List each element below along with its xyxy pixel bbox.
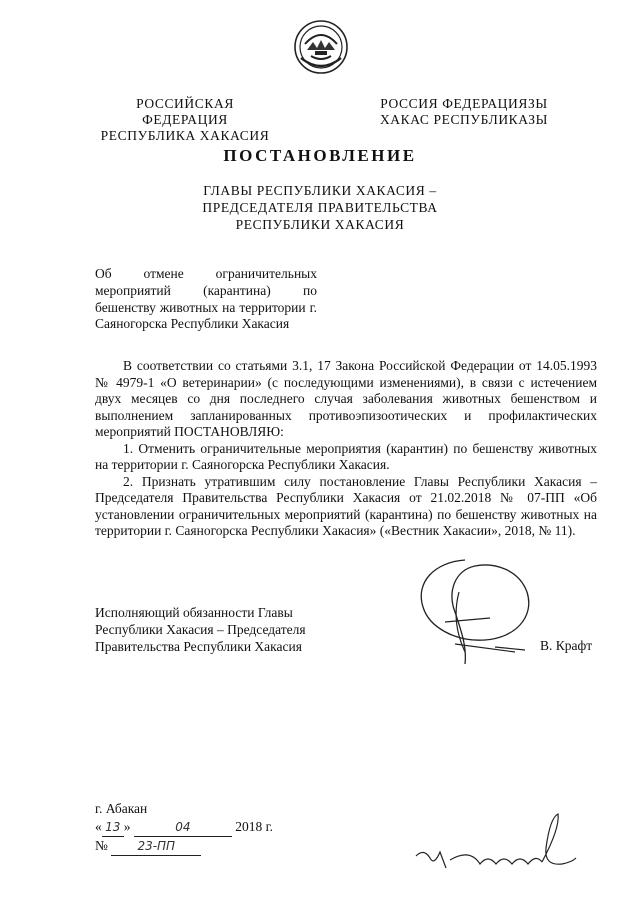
signatory-line2: Республики Хакасия – Председателя — [95, 622, 306, 637]
handwritten-signature — [395, 552, 555, 672]
date-month: 04 — [134, 818, 232, 837]
subtitle-line1: ГЛАВЫ РЕСПУБЛИКИ ХАКАСИЯ – — [203, 183, 437, 198]
date-day: 13 — [102, 818, 124, 837]
footer-date — [95, 818, 315, 837]
document-subject: Об отмене ограничительных мероприятий (карантина) по бешенству животных на территории г. Саяногорска Республики Хакасия — [95, 266, 317, 332]
document-body — [95, 358, 597, 540]
date-quote-close: » — [123, 819, 131, 834]
body-paragraph-3: 2. Признать утратившим силу постановление Главы Республики Хакасия – Председателя Правительства Республики Хакасия от 21.02.2018 № 07-ПП «Об установлении ограничительных мероприятий (карантина) по бешенству животных на территории г. Саяногорска Республики Хакасия» («Вестник Хакасии», 2018, № 11). — [95, 473, 597, 538]
document-subtitle — [0, 182, 640, 233]
body-paragraph-1: В соответствии со статьями 3.1, 17 Закона Российской Федерации от 14.05.1993 № 4979-1 «О ветеринарии» (с последующими изменениями), в связи с истечением двух месяцев со дня последнего случая заболевания животных бешенством и выполнением запланированных противоэпизоотических и профилактических мероприятий ПОСТАНОВЛЯЮ: — [95, 358, 597, 439]
signatory-position — [95, 604, 355, 655]
header-left-line1: РОССИЙСКАЯ ФЕДЕРАЦИЯ — [136, 96, 234, 127]
footer-number — [95, 837, 315, 856]
number-prefix: № — [95, 838, 108, 853]
date-quote-open: « — [95, 819, 102, 834]
body-paragraph-2: 1. Отменить ограничительные мероприятия (карантин) по бешенству животных на территории г. Саяногорска Республики Хакасия. — [95, 440, 597, 472]
document-footer — [95, 800, 315, 856]
subtitle-line3: РЕСПУБЛИКИ ХАКАСИЯ — [235, 217, 405, 232]
number-value: 23-ПП — [111, 837, 201, 856]
header-right — [378, 96, 550, 128]
header-left — [95, 96, 275, 144]
header-left-line2: РЕСПУБЛИКА ХАКАСИЯ — [100, 128, 270, 143]
document-title: ПОСТАНОВЛЕНИЕ — [223, 146, 417, 165]
header-right-line2: ХАКАС РЕСПУБЛИКАЗЫ — [379, 112, 549, 127]
handwritten-initials — [410, 808, 580, 878]
signatory-line3: Правительства Республики Хакасия — [95, 639, 302, 654]
footer-city: г. Абакан — [95, 801, 148, 816]
signatory-name: В. Крафт — [540, 638, 593, 653]
header-right-line1: РОССИЯ ФЕДЕРАЦИЯЗЫ — [380, 96, 548, 111]
subtitle-line2: ПРЕДСЕДАТЕЛЯ ПРАВИТЕЛЬСТВА — [202, 200, 438, 215]
signatory-line1: Исполняющий обязанности Главы — [95, 605, 293, 620]
coat-of-arms-emblem — [293, 18, 349, 76]
date-year: 2018 г. — [235, 819, 274, 834]
